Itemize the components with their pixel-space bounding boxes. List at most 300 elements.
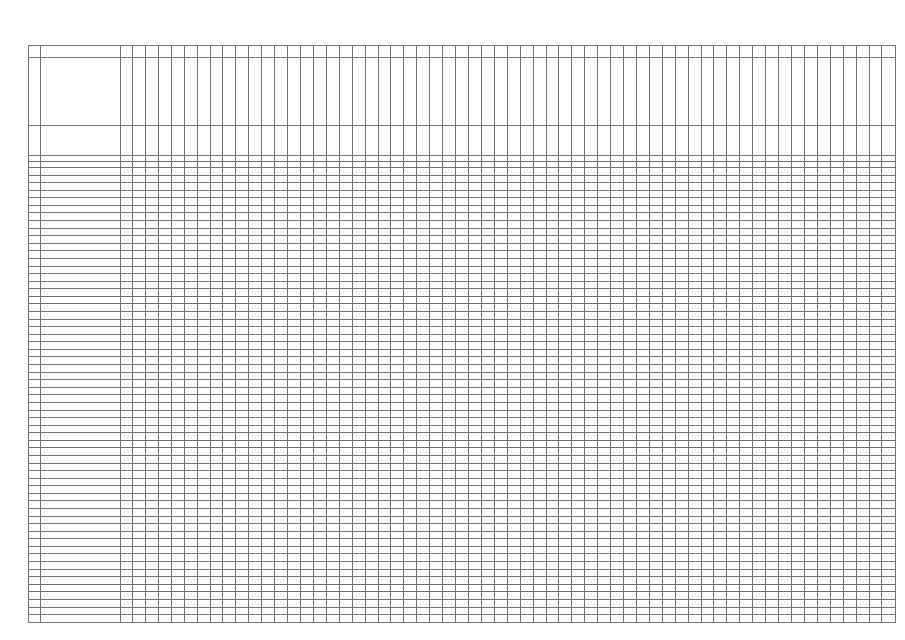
table-cell [869, 539, 882, 547]
table-cell [727, 577, 740, 585]
table-cell [507, 592, 520, 600]
table-header-cell [184, 58, 197, 126]
table-cell [843, 471, 856, 479]
table-row [29, 387, 896, 395]
table-cell [753, 554, 766, 562]
table-cell [507, 304, 520, 312]
table-cell [559, 304, 572, 312]
table-cell [675, 349, 688, 357]
table-cell [779, 592, 792, 600]
table-cell [817, 410, 830, 418]
table-cell [443, 319, 456, 327]
table-header-cell [171, 126, 184, 156]
table-cell [288, 342, 301, 350]
row-number [29, 372, 41, 380]
table-header-cell [533, 46, 546, 58]
table-cell [817, 592, 830, 600]
table-cell [843, 524, 856, 532]
table-cell [830, 190, 843, 198]
table-cell [288, 478, 301, 486]
table-cell [701, 546, 714, 554]
table-cell [300, 607, 313, 615]
table-cell [313, 546, 326, 554]
table-cell [313, 562, 326, 570]
table-cell [300, 380, 313, 388]
table-cell [171, 168, 184, 176]
table-cell [249, 531, 262, 539]
table-cell [456, 554, 469, 562]
table-cell [753, 471, 766, 479]
table-header-cell [662, 126, 675, 156]
table-cell [882, 501, 896, 509]
table-cell [121, 501, 133, 509]
table-cell [843, 228, 856, 236]
table-cell [210, 599, 223, 607]
table-cell [236, 251, 249, 259]
table-cell [830, 433, 843, 441]
table-cell [184, 425, 197, 433]
table-cell [184, 243, 197, 251]
table-cell [856, 592, 869, 600]
table-cell [133, 236, 146, 244]
table-cell [636, 584, 649, 592]
table-cell [804, 357, 817, 365]
table-cell [701, 425, 714, 433]
table-header-cell [184, 126, 197, 156]
table-cell [468, 236, 481, 244]
table-cell [275, 395, 288, 403]
table-cell [197, 342, 210, 350]
table-cell [882, 236, 896, 244]
table-cell [882, 410, 896, 418]
table-cell [546, 236, 559, 244]
table-cell [675, 425, 688, 433]
table-cell [249, 327, 262, 335]
table-cell [662, 213, 675, 221]
table-cell [779, 455, 792, 463]
table-cell [184, 539, 197, 547]
table-cell [753, 243, 766, 251]
table-cell [339, 243, 352, 251]
table-cell [533, 365, 546, 373]
table-cell [481, 425, 494, 433]
table-cell [792, 274, 805, 282]
table-cell [326, 493, 339, 501]
table-header-row [29, 126, 896, 156]
table-cell [559, 274, 572, 282]
table-header-cell [843, 58, 856, 126]
table-cell [792, 607, 805, 615]
table-cell [546, 546, 559, 554]
table-cell [145, 546, 158, 554]
table-cell [249, 266, 262, 274]
table-cell [145, 425, 158, 433]
table-cell [701, 509, 714, 517]
table-cell [559, 455, 572, 463]
table-cell [869, 258, 882, 266]
table-cell [365, 569, 378, 577]
table-cell [740, 418, 753, 426]
table-cell [843, 433, 856, 441]
table-cell [804, 410, 817, 418]
table-cell [275, 372, 288, 380]
table-cell [339, 478, 352, 486]
table-cell [533, 599, 546, 607]
table-cell [856, 524, 869, 532]
table-row [29, 258, 896, 266]
table-cell [133, 304, 146, 312]
table-header-cell [559, 58, 572, 126]
table-cell [391, 486, 404, 494]
table-cell [352, 501, 365, 509]
table-cell [804, 615, 817, 623]
table-cell [572, 554, 585, 562]
table-header-cell [882, 46, 896, 58]
table-cell [275, 274, 288, 282]
table-cell [753, 357, 766, 365]
table-header-cell [365, 126, 378, 156]
table-cell [727, 387, 740, 395]
table-cell [443, 198, 456, 206]
table-cell [404, 425, 417, 433]
table-cell [856, 501, 869, 509]
table-cell [133, 554, 146, 562]
table-cell [352, 205, 365, 213]
table-cell [830, 524, 843, 532]
table-cell [507, 463, 520, 471]
table-cell [740, 531, 753, 539]
table-cell [520, 539, 533, 547]
table-cell [391, 569, 404, 577]
table-cell [133, 509, 146, 517]
table-cell [688, 493, 701, 501]
table-cell [792, 418, 805, 426]
table-cell [804, 258, 817, 266]
table-cell [430, 251, 443, 259]
table-cell [572, 501, 585, 509]
table-cell [636, 198, 649, 206]
table-cell [559, 221, 572, 229]
table-cell [158, 592, 171, 600]
table-cell [494, 493, 507, 501]
table-cell [184, 289, 197, 297]
table-cell [275, 463, 288, 471]
table-row [29, 493, 896, 501]
table-cell [339, 228, 352, 236]
table-cell [649, 342, 662, 350]
table-cell [236, 440, 249, 448]
table-cell [417, 395, 430, 403]
table-cell [636, 402, 649, 410]
table-cell [585, 425, 598, 433]
table-cell [352, 183, 365, 191]
table-cell [417, 357, 430, 365]
table-cell [339, 440, 352, 448]
table-cell [753, 509, 766, 517]
table-cell [882, 365, 896, 373]
table-cell [753, 524, 766, 532]
table-cell [585, 569, 598, 577]
table-cell [133, 531, 146, 539]
table-cell [559, 607, 572, 615]
table-cell [688, 509, 701, 517]
table-cell [456, 493, 469, 501]
table-cell [520, 524, 533, 532]
table-cell [468, 569, 481, 577]
table-cell [121, 243, 133, 251]
table-cell [882, 615, 896, 623]
table-cell [804, 243, 817, 251]
row-number [29, 365, 41, 373]
table-cell [830, 334, 843, 342]
table-cell [611, 493, 624, 501]
table-cell [662, 584, 675, 592]
table-cell [171, 175, 184, 183]
table-cell [507, 168, 520, 176]
table-header-cell [481, 126, 494, 156]
table-cell [313, 236, 326, 244]
table-cell [481, 554, 494, 562]
table-cell [326, 334, 339, 342]
table-cell [352, 334, 365, 342]
table-cell [236, 418, 249, 426]
table-cell [675, 501, 688, 509]
table-cell [326, 440, 339, 448]
table-cell [585, 266, 598, 274]
table-cell [559, 440, 572, 448]
table-cell [611, 554, 624, 562]
table-cell [456, 266, 469, 274]
table-cell [121, 380, 133, 388]
table-cell [843, 213, 856, 221]
table-cell [184, 516, 197, 524]
table-cell [391, 455, 404, 463]
table-cell [766, 448, 779, 456]
table-cell [675, 539, 688, 547]
table-row [29, 562, 896, 570]
table-cell [727, 584, 740, 592]
table-cell [611, 471, 624, 479]
table-cell [559, 190, 572, 198]
table-cell [727, 562, 740, 570]
table-cell [481, 311, 494, 319]
table-cell [378, 372, 391, 380]
table-cell [662, 410, 675, 418]
table-cell [507, 516, 520, 524]
table-cell [365, 471, 378, 479]
table-cell [288, 251, 301, 259]
table-cell [546, 175, 559, 183]
table-cell [714, 501, 727, 509]
table-cell [197, 433, 210, 441]
table-cell [882, 554, 896, 562]
table-cell [456, 289, 469, 297]
table-row [29, 546, 896, 554]
table-cell [262, 402, 275, 410]
table-cell [391, 258, 404, 266]
table-cell [585, 213, 598, 221]
table-cell [520, 433, 533, 441]
table-cell [546, 425, 559, 433]
table-row [29, 319, 896, 327]
table-cell [481, 281, 494, 289]
table-cell [391, 418, 404, 426]
table-cell [417, 190, 430, 198]
table-cell [210, 478, 223, 486]
table-cell [804, 289, 817, 297]
table-cell [158, 615, 171, 623]
table-cell [236, 493, 249, 501]
table-cell [417, 599, 430, 607]
table-cell [275, 243, 288, 251]
table-cell [210, 274, 223, 282]
table-cell [727, 509, 740, 517]
table-cell [649, 569, 662, 577]
table-cell [352, 168, 365, 176]
table-cell [456, 198, 469, 206]
table-cell [843, 205, 856, 213]
table-cell [158, 221, 171, 229]
table-cell [443, 380, 456, 388]
table-cell [869, 615, 882, 623]
table-cell [262, 266, 275, 274]
table-cell [481, 569, 494, 577]
table-cell [171, 266, 184, 274]
table-cell [430, 380, 443, 388]
table-cell [520, 531, 533, 539]
table-cell [869, 304, 882, 312]
table-cell [882, 463, 896, 471]
row-number [29, 327, 41, 335]
table-cell [882, 228, 896, 236]
table-cell [559, 205, 572, 213]
table-cell [611, 175, 624, 183]
table-cell [288, 289, 301, 297]
table-cell [533, 380, 546, 388]
table-header-cell [766, 58, 779, 126]
table-cell [145, 319, 158, 327]
table-cell [184, 168, 197, 176]
table-cell [636, 463, 649, 471]
table-cell [804, 433, 817, 441]
table-cell [365, 448, 378, 456]
table-cell [365, 357, 378, 365]
table-cell [792, 213, 805, 221]
table-cell [275, 531, 288, 539]
table-cell [714, 387, 727, 395]
table-cell [675, 410, 688, 418]
table-cell [611, 448, 624, 456]
table-cell [507, 205, 520, 213]
table-cell [494, 274, 507, 282]
table-cell [779, 425, 792, 433]
table-cell [481, 433, 494, 441]
table-cell [365, 433, 378, 441]
table-cell [352, 319, 365, 327]
table-cell [262, 274, 275, 282]
table-cell [417, 221, 430, 229]
table-cell [779, 311, 792, 319]
row-number [29, 221, 41, 229]
table-cell [288, 455, 301, 463]
table-cell [288, 380, 301, 388]
table-cell [481, 615, 494, 623]
table-cell [288, 205, 301, 213]
table-cell [352, 243, 365, 251]
table-cell [223, 418, 236, 426]
table-cell [197, 213, 210, 221]
table-cell [494, 607, 507, 615]
table-cell [843, 516, 856, 524]
table-cell [727, 607, 740, 615]
table-cell [430, 569, 443, 577]
table-cell [572, 524, 585, 532]
table-cell [339, 183, 352, 191]
table-cell [275, 266, 288, 274]
table-cell [856, 175, 869, 183]
table-cell [417, 228, 430, 236]
table-cell [249, 190, 262, 198]
table-cell [598, 546, 611, 554]
table-row [29, 221, 896, 229]
table-cell [624, 281, 637, 289]
table-header-cell [636, 46, 649, 58]
table-cell [817, 327, 830, 335]
table-cell [352, 599, 365, 607]
row-number [29, 190, 41, 198]
table-cell [869, 327, 882, 335]
table-cell [339, 471, 352, 479]
table-cell [546, 395, 559, 403]
table-cell [197, 418, 210, 426]
table-row [29, 198, 896, 206]
table-cell [753, 546, 766, 554]
table-cell [507, 243, 520, 251]
table-cell [249, 615, 262, 623]
table-cell [275, 198, 288, 206]
table-cell [339, 486, 352, 494]
table-cell [766, 387, 779, 395]
table-cell [882, 493, 896, 501]
table-cell [288, 372, 301, 380]
row-label [41, 198, 121, 206]
table-cell [507, 599, 520, 607]
table-cell [559, 258, 572, 266]
table-cell [468, 289, 481, 297]
table-cell [701, 501, 714, 509]
table-cell [675, 516, 688, 524]
table-cell [262, 327, 275, 335]
table-cell [456, 410, 469, 418]
table-cell [611, 266, 624, 274]
table-cell [223, 365, 236, 373]
table-cell [701, 486, 714, 494]
table-cell [494, 577, 507, 585]
table-cell [494, 395, 507, 403]
table-cell [830, 592, 843, 600]
table-cell [121, 168, 133, 176]
table-cell [158, 584, 171, 592]
table-cell [662, 258, 675, 266]
table-cell [520, 493, 533, 501]
table-cell [430, 266, 443, 274]
table-cell [714, 274, 727, 282]
table-cell [443, 448, 456, 456]
table-cell [339, 539, 352, 547]
table-cell [533, 471, 546, 479]
table-cell [313, 251, 326, 259]
table-cell [275, 251, 288, 259]
